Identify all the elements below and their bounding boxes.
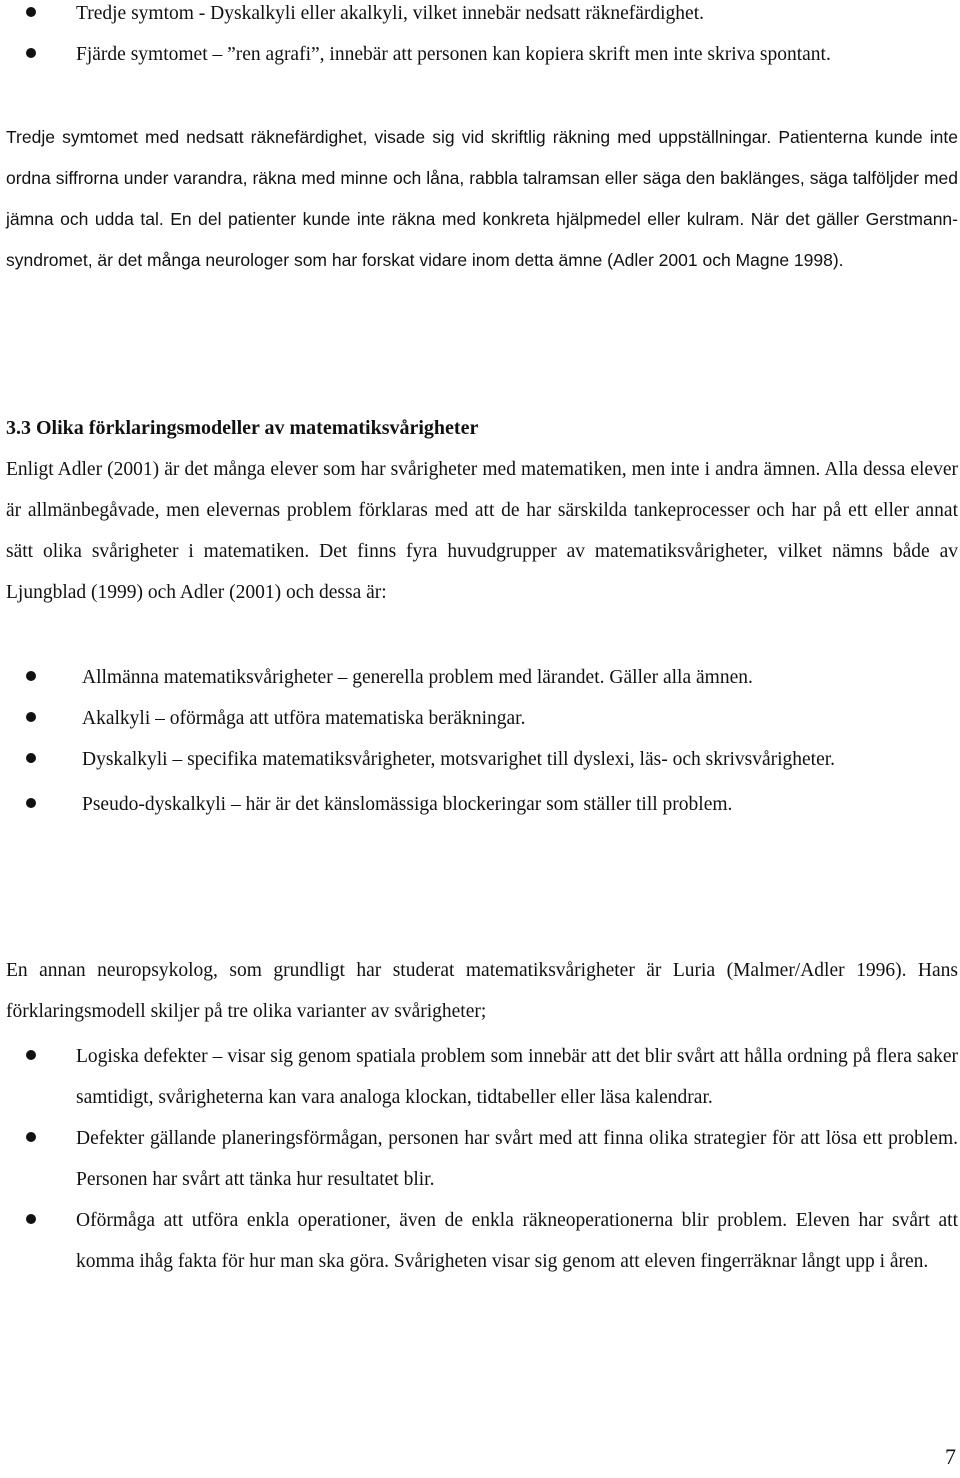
list-item: Akalkyli – oförmåga att utföra matematiska beräkningar. [6, 698, 958, 739]
list-item: Defekter gällande planeringsförmågan, personen har svårt med att finna olika strategier för att lösa ett problem. Personen har svårt att tänka hur resultatet blir. [6, 1118, 958, 1200]
paragraph-gerstmann: Tredje symtomet med nedsatt räknefärdighet, visade sig vid skriftlig räkning med uppställningar. Patienterna kunde inte ordna siffrorna under varandra, räkna med minne och låna, rabbla talramsan eller säga den baklänges, säga talföljder med jämna och udda tal. En del patienter kunde inte räkna med konkreta hjälpmedel eller kulram. När det gäller Gerstmann-syndromet, är det många neurologer som har forskat vidare inom detta ämne (Adler 2001 och Magne 1998). [6, 127, 958, 270]
paragraph-luria: En annan neuropsykolog, som grundligt har studerat matematiksvårigheter är Luria (Malmer/Adler 1996). Hans förklaringsmodell skiljer på tre olika varianter av svårigheter; [6, 960, 958, 1022]
bullet-icon [26, 1214, 36, 1224]
luria-defects-list [6, 1036, 958, 1282]
difficulty-groups-list [6, 657, 958, 825]
section-heading: 3.3 Olika förklaringsmodeller av matematiksvårigheter [6, 417, 479, 439]
bullet-icon [26, 7, 36, 17]
bullet-icon [26, 798, 36, 808]
bullet-icon [26, 712, 36, 722]
list-item: Tredje symtom - Dyskalkyli eller akalkyli, vilket innebär nedsatt räknefärdighet. [6, 0, 958, 34]
bullet-icon [26, 671, 36, 681]
bullet-icon [26, 48, 36, 58]
top-symptom-list [6, 0, 958, 75]
list-item: Dyskalkyli – specifika matematiksvårigheter, motsvarighet till dyslexi, läs- och skrivsvårigheter. [6, 739, 958, 780]
list-item: Logiska defekter – visar sig genom spatiala problem som innebär att det blir svårt att hålla ordning på flera saker samtidigt, svårigheterna kan vara analoga klockan, tidtabeller eller läsa kalendrar. [6, 1036, 958, 1118]
bullet-icon [26, 1132, 36, 1142]
list-item: Pseudo-dyskalkyli – här är det känslomässiga blockeringar som ställer till problem. [6, 784, 958, 825]
page-number: 7 [945, 1444, 956, 1469]
list-item: Oförmåga att utföra enkla operationer, även de enkla räkneoperationerna blir problem. Eleven har svårt att komma ihåg fakta för hur man ska göra. Svårigheten visar sig genom att eleven fingerräknar långt upp i åren. [6, 1200, 958, 1282]
paragraph-adler: Enligt Adler (2001) är det många elever som har svårigheter med matematiken, men inte i andra ämnen. Alla dessa elever är allmänbegåvade, men elevernas problem förklaras med att de har särskilda tankeprocesser och har på ett eller annat sätt olika svårigheter i matematiken. Det finns fyra huvudgrupper av matematiksvårigheter, vilket nämns både av Ljungblad (1999) och Adler (2001) och dessa är: [6, 459, 958, 603]
list-item: Allmänna matematiksvårigheter – generella problem med lärandet. Gäller alla ämnen. [6, 657, 958, 698]
bullet-icon [26, 1050, 36, 1060]
bullet-icon [26, 753, 36, 763]
list-item: Fjärde symtomet – ”ren agrafi”, innebär att personen kan kopiera skrift men inte skriva spontant. [6, 34, 958, 75]
